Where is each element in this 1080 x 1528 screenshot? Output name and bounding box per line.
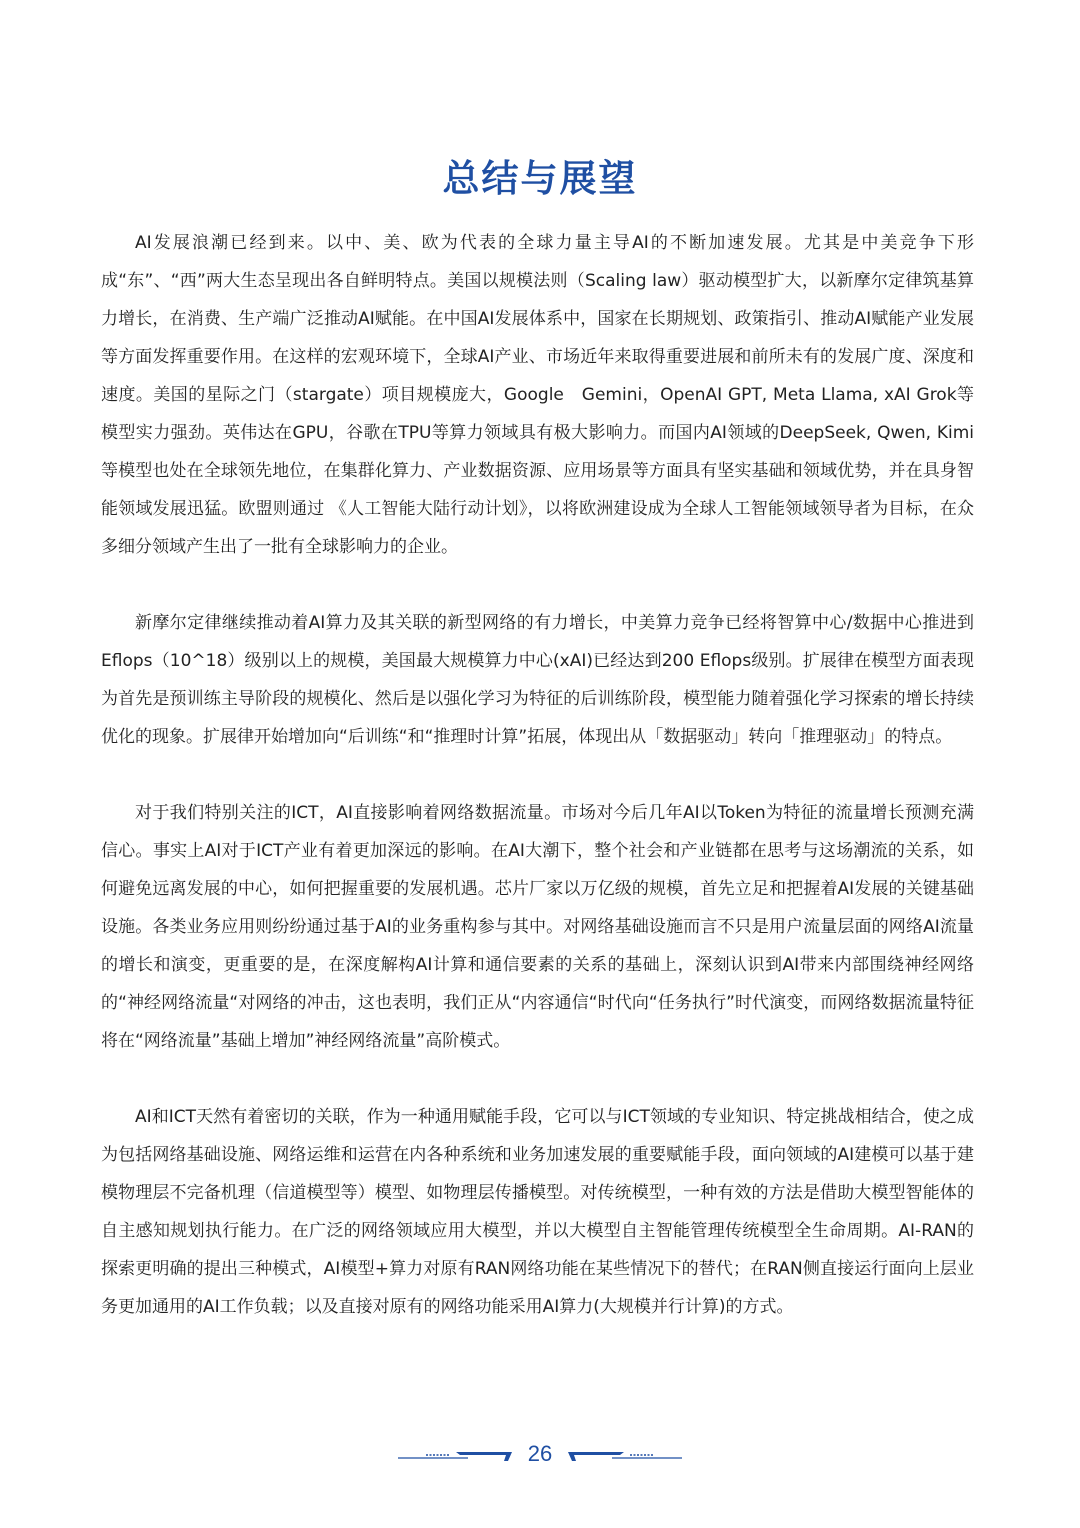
page-number: 26 <box>527 1441 553 1466</box>
paragraph: AI发展浪潮已经到来。以中、美、欧为代表的全球力量主导AI的不断加速发展。尤其是中美竞争下形成“东”、“西”两大生态呈现出各自鲜明特点。美国以规模法则（Scaling law）驱动模型扩大，以新摩尔定律筑基算力增长，在消费、生产端广泛推动AI赋能。在中国AI发展体系中，国家在长期规划、政策指引、推动AI赋能产业发展等方面发挥重要作用。在这样的宏观环境下，全球AI产业、市场近年来取得重要进展和前所未有的发展广度、深度和速度。美国的星际之门（stargate）项目规模庞大，Google Gemini，OpenAI GPT, Meta Llama, xAI Grok等模型实力强劲。英伟达在GPU，谷歌在TPU等算力领域具有极大影响力。而国内AI领域的DeepSeek, Qwen, Kimi等模型也处在全球领先地位，在集群化算力、产业数据资源、应用场景等方面具有坚实基础和领域优势，并在具身智能领域发展迅猛。欧盟则通过 《人工智能大陆行动计划》，以将欧洲建设成为全球人工智能领域领导者为目标，在众多细分领域产生出了一批有全球影响力的企业。 <box>101 233 974 557</box>
body-text <box>101 224 974 1364</box>
page-title: 总结与展望 <box>442 157 638 200</box>
paragraph: AI和ICT天然有着密切的关联，作为一种通用赋能手段，它可以与ICT领域的专业知识、特定挑战相结合，使之成为包括网络基础设施、网络运维和运营在内各种系统和业务加速发展的重要赋能手段，面向领域的AI建模可以基于建模物理层不完备机理（信道模型等）模型、如物理层传播模型。对传统模型，一种有效的方法是借助大模型智能体的自主感知规划执行能力。在广泛的网络领域应用大模型，并以大模型自主智能管理传统模型全生命周期。AI-RAN的探索更明确的提出三种模式，AI模型+算力对原有RAN网络功能在某些情况下的替代；在RAN侧直接运行面向上层业务更加通用的AI工作负载；以及直接对原有的网络功能采用AI算力(大规模并行计算)的方式。 <box>101 1107 974 1317</box>
paragraph: 对于我们特别关注的ICT，AI直接影响着网络数据流量。市场对今后几年AI以Token为特征的流量增长预测充满信心。事实上AI对于ICT产业有着更加深远的影响。在AI大潮下，整个社会和产业链都在思考与这场潮流的关系，如何避免远离发展的中心，如何把握重要的发展机遇。芯片厂家以万亿级的规模，首先立足和把握着AI发展的关键基础设施。各类业务应用则纷纷通过基于AI的业务重构参与其中。对网络基础设施而言不只是用户流量层面的网络AI流量的增长和演变，更重要的是，在深度解构AI计算和通信要素的关系的基础上，深刻认识到AI带来内部围绕神经网络的“神经网络流量“对网络的冲击，这也表明，我们正从“内容通信“时代向“任务执行”时代演变，而网络数据流量特征将在“网络流量”基础上增加”神经网络流量”高阶模式。 <box>101 803 974 1051</box>
page-footer <box>398 1439 682 1473</box>
paragraph: 新摩尔定律继续推动着AI算力及其关联的新型网络的有力增长，中美算力竞争已经将智算中心/数据中心推进到Eflops（10^18）级别以上的规模，美国最大规模算力中心(xAI)已经达到200 Eflops级别。扩展律在模型方面表现为首先是预训练主导阶段的规模化、然后是以强化学习为特征的后训练阶段，模型能力随着强化学习探索的增长持续优化的现象。扩展律开始增加向“后训练“和“推理时计算”拓展，体现出从「数据驱动」转向「推理驱动」的特点。 <box>101 613 974 747</box>
